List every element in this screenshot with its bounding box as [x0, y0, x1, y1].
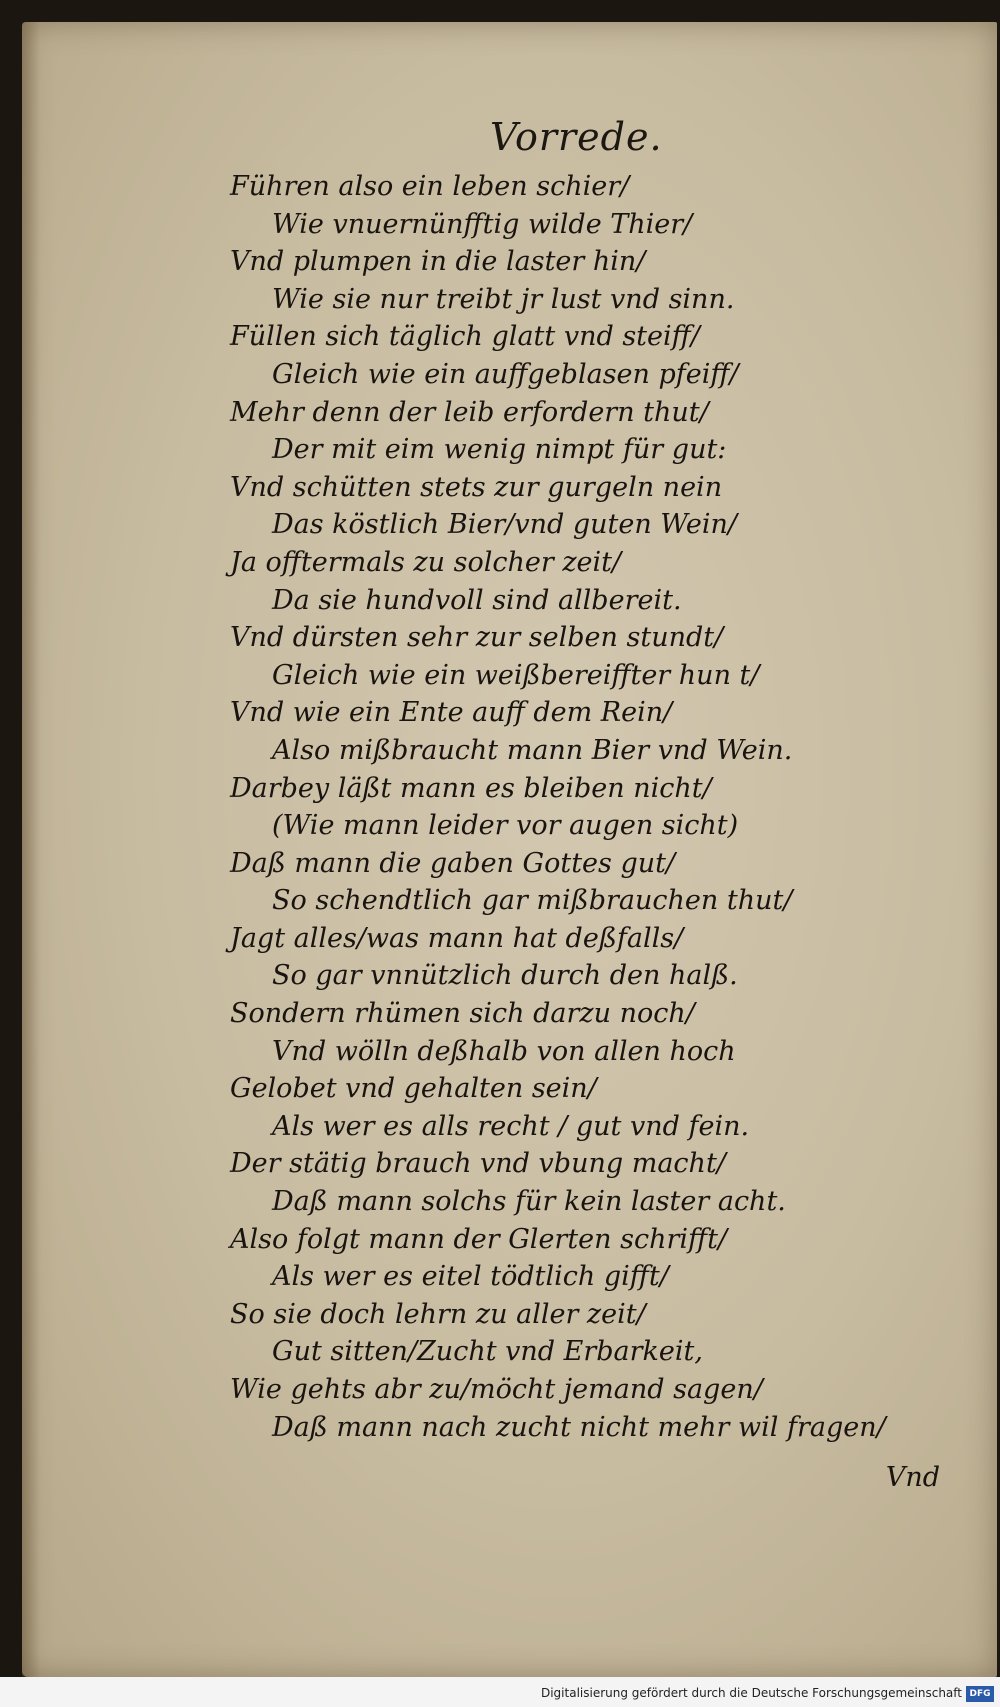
page-header: Vorrede. [490, 115, 663, 159]
verse-line: Also folgt mann der Glerten schrifft/ [230, 1223, 728, 1255]
verse-line: Daß mann solchs für kein laster acht. [272, 1186, 786, 1218]
verse-line: Als wer es alls recht / gut vnd fein. [272, 1110, 750, 1142]
catchword: Vnd [885, 1462, 940, 1493]
verse-line: Daß mann die gaben Gottes gut/ [230, 847, 676, 879]
dfg-logo: DFG [966, 1686, 994, 1702]
verse-line: Vnd wölln deßhalb von allen hoch [272, 1035, 736, 1067]
verse-line: Also mißbraucht mann Bier vnd Wein. [272, 734, 793, 766]
verse-line: Daß mann nach zucht nicht mehr wil fragen/ [272, 1411, 886, 1443]
verse-line: Mehr denn der leib erfordern thut/ [230, 396, 709, 428]
verse-line: Der mit eim wenig nimpt für gut: [272, 434, 727, 466]
verse-line: Da sie hundvoll sind allbereit. [272, 584, 682, 616]
verse-line: Das köstlich Bier/vnd guten Wein/ [272, 509, 737, 541]
verse-line: Wie gehts abr zu/möcht jemand sagen/ [230, 1374, 763, 1405]
verse-line: Wie sie nur treibt jr lust vnd sinn. [272, 283, 735, 315]
footer-bar [0, 1677, 1000, 1707]
verse-line: Ja offtermals zu solcher zeit/ [230, 546, 622, 578]
verse-line: So gar vnnützlich durch den halß. [272, 960, 738, 992]
verse-line: Der stätig brauch vnd vbung macht/ [230, 1148, 726, 1180]
verse-line: Vnd schütten stets zur gurgeln nein [230, 471, 723, 503]
page-gutter-shadow [22, 22, 40, 1677]
verse-line: Füllen sich täglich glatt vnd steiff/ [230, 321, 700, 353]
verse-line: Vnd plumpen in die laster hin/ [230, 246, 646, 278]
verse-line: Gut sitten/Zucht vnd Erbarkeit, [272, 1336, 703, 1368]
verse-line: Führen also ein leben schier/ [230, 171, 630, 202]
verse-line: Vnd wie ein Ente auff dem Rein/ [230, 697, 673, 729]
verse-line: So sie doch lehrn zu aller zeit/ [230, 1298, 646, 1330]
verse-line: So schendtlich gar mißbrauchen thut/ [272, 885, 793, 917]
verse-line: (Wie mann leider vor augen sicht) [272, 810, 739, 842]
verse-line: Wie vnuernünfftig wilde Thier/ [272, 208, 693, 240]
verse-line: Gleich wie ein auffgeblasen pfeiff/ [272, 358, 739, 390]
verse-line: Sondern rhümen sich darzu noch/ [230, 998, 695, 1030]
verse-list [230, 168, 950, 1446]
footer-credit: Digitalisierung gefördert durch die Deutsche Forschungsgemeinschaft [540, 1686, 962, 1700]
verse-line: Gleich wie ein weißbereiffter hun t/ [272, 659, 760, 691]
verse-line: Gelobet vnd gehalten sein/ [230, 1073, 597, 1105]
verse-line: Darbey läßt mann es bleiben nicht/ [230, 772, 712, 804]
verse-line: Jagt alles/was mann hat deßfalls/ [230, 922, 684, 954]
verse-line: Als wer es eitel tödtlich gifft/ [272, 1261, 669, 1293]
verse-line: Vnd dürsten sehr zur selben stundt/ [230, 622, 724, 654]
